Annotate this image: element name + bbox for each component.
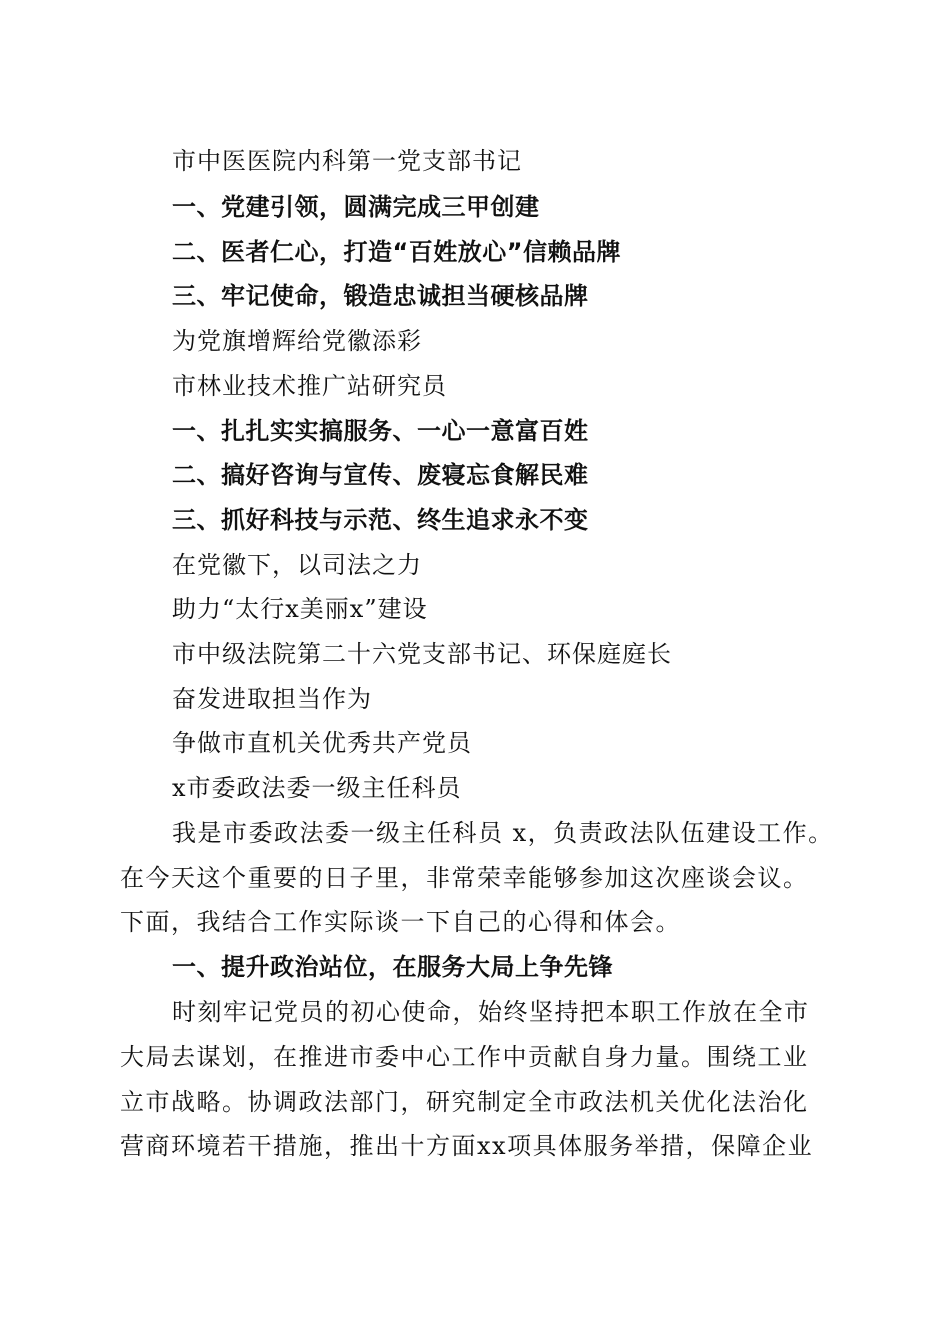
- heading-line-8: 二、搞好咨询与宣传、废寝忘食解民难: [172, 461, 589, 489]
- paragraph1-line-1: 我是市委政法委一级主任科员 x，负责政法队伍建设工作。: [172, 819, 834, 847]
- section-heading: 一、提升政治站位，在服务大局上争先锋: [172, 953, 613, 981]
- title-line-12: 市中级法院第二十六党支部书记、环保庭庭长: [172, 640, 672, 668]
- heading-line-2: 一、党建引领，圆满完成三甲创建: [172, 193, 540, 221]
- paragraph2-line-3: 立市战略。协调政法部门，研究制定全市政法机关优化法治化: [120, 1088, 809, 1116]
- title-line-10: 在党徽下，以司法之力: [172, 551, 422, 579]
- paragraph2-line-4: 营商环境若干措施，推出十方面xx项具体服务举措，保障企业: [120, 1132, 814, 1160]
- title-line-1: 市中医医院内科第一党支部书记: [172, 147, 522, 175]
- heading-line-4: 三、牢记使命，锻造忠诚担当硬核品牌: [172, 282, 589, 310]
- title-line-5: 为党旗增辉给党徽添彩: [172, 327, 422, 355]
- title-line-13: 奋发进取担当作为: [172, 685, 372, 713]
- title-line-15: x市委政法委一级主任科员: [172, 774, 462, 802]
- title-line-6: 市林业技术推广站研究员: [172, 372, 447, 400]
- paragraph1-line-3: 下面，我结合工作实际谈一下自己的心得和体会。: [120, 908, 681, 936]
- paragraph1-line-2: 在今天这个重要的日子里，非常荣幸能够参加这次座谈会议。: [120, 864, 809, 892]
- title-line-14: 争做市直机关优秀共产党员: [172, 729, 472, 757]
- title-line-11: 助力“太行x美丽x”建设: [172, 595, 428, 623]
- paragraph2-line-2: 大局去谋划，在推进市委中心工作中贡献自身力量。围绕工业: [120, 1043, 809, 1071]
- heading-line-9: 三、抓好科技与示范、终生追求永不变: [172, 506, 589, 534]
- heading-line-7: 一、扎扎实实搞服务、一心一意富百姓: [172, 417, 589, 445]
- heading-line-3: 二、医者仁心，打造“百姓放心”信赖品牌: [172, 238, 622, 266]
- paragraph2-line-1: 时刻牢记党员的初心使命，始终坚持把本职工作放在全市: [172, 998, 810, 1026]
